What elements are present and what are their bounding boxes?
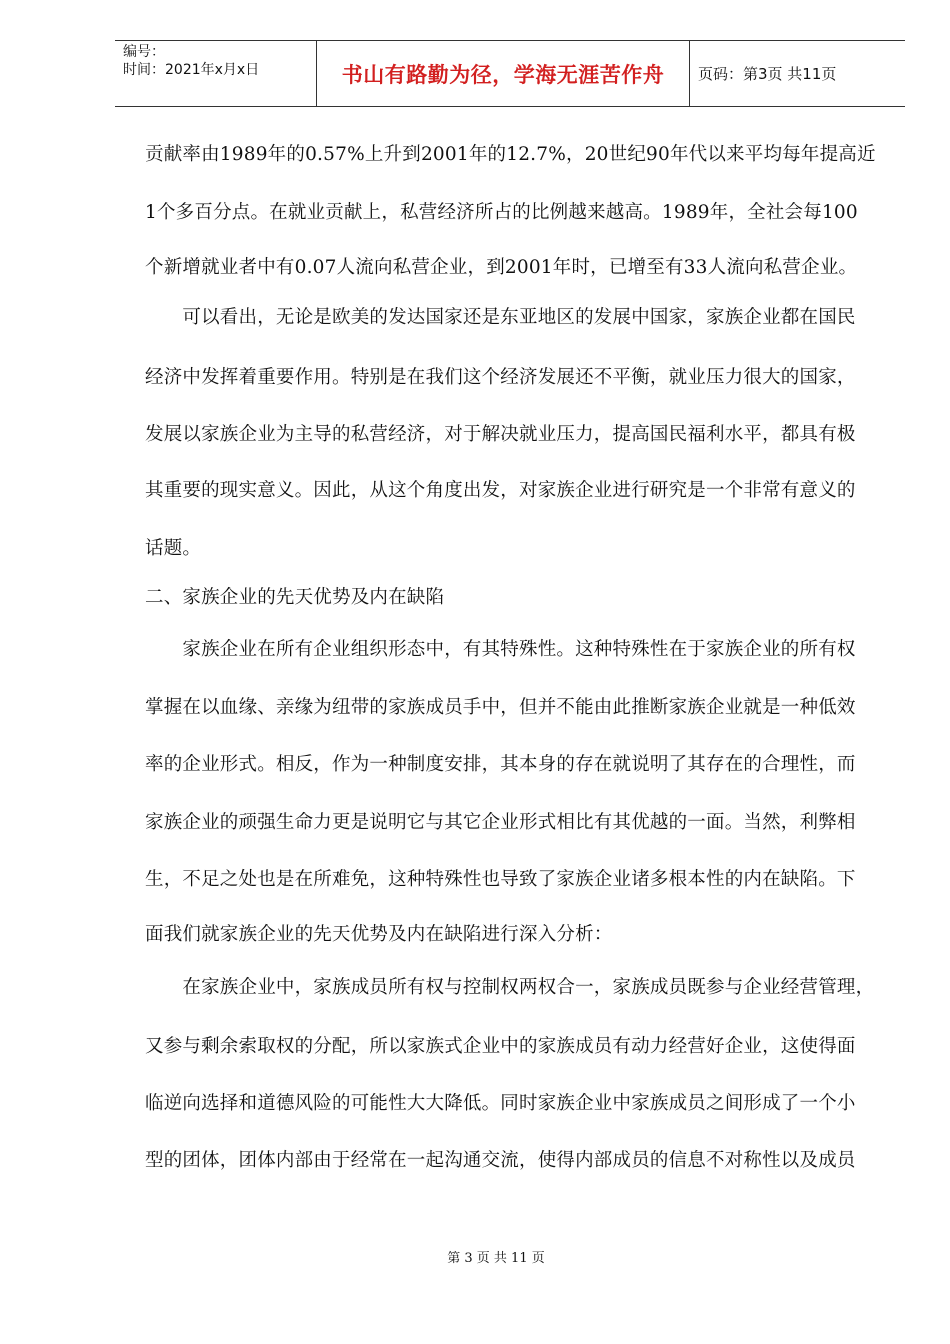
- text-line: 面我们就家族企业的先天优势及内在缺陷进行深入分析：: [145, 924, 613, 945]
- page-footer: 第 3 页 共 11 页: [447, 1251, 545, 1266]
- text-line: 家族企业在所有企业组织形态中，有其特殊性。这种特殊性在于家族企业的所有权: [145, 639, 856, 660]
- text-line: 1个多百分点。在就业贡献上，私营经济所占的比例越来越高。1989年，全社会每100: [145, 202, 858, 223]
- text-line: 家族企业的顽强生命力更是说明它与其它企业形式相比有其优越的一面。当然，利弊相: [145, 812, 856, 833]
- text-line: 其重要的现实意义。因此，从这个角度出发，对家族企业进行研究是一个非常有意义的: [145, 480, 856, 501]
- text-line: 型的团体，团体内部由于经常在一起沟通交流，使得内部成员的信息不对称性以及成员: [145, 1150, 856, 1171]
- header-time-label: 时间：2021年x月x日: [123, 62, 260, 78]
- section-heading: 二、家族企业的先天优势及内在缺陷: [145, 587, 445, 608]
- header-meta: [115, 41, 317, 106]
- text-line: 发展以家族企业为主导的私营经济，对于解决就业压力，提高国民福利水平，都具有极: [145, 424, 856, 445]
- text-line: 贡献率由1989年的0.57%上升到2001年的12.7%，20世纪90年代以来平均每年提高近: [145, 144, 876, 165]
- text-line: 可以看出，无论是欧美的发达国家还是东亚地区的发展中国家，家族企业都在国民: [145, 307, 856, 328]
- header-number-label: 编号：: [123, 44, 165, 60]
- text-line: 个新增就业者中有0.07人流向私营企业，到2001年时，已增至有33人流向私营企业。: [145, 257, 858, 278]
- header-page-info: 页码：第3页 共11页: [698, 65, 837, 83]
- text-line: 生，不足之处也是在所难免，这种特殊性也导致了家族企业诸多根本性的内在缺陷。下: [145, 869, 856, 890]
- text-line: 经济中发挥着重要作用。特别是在我们这个经济发展还不平衡，就业压力很大的国家，: [145, 367, 856, 388]
- header-motto: 书山有路勤为径，学海无涯苦作舟: [317, 41, 690, 106]
- text-line: 率的企业形式。相反，作为一种制度安排，其本身的存在就说明了其存在的合理性，而: [145, 754, 856, 775]
- document-header: [115, 40, 905, 107]
- text-line: 话题。: [145, 538, 202, 559]
- text-line: 在家族企业中，家族成员所有权与控制权两权合一，家族成员既参与企业经营管理，: [145, 977, 875, 998]
- text-line: 临逆向选择和道德风险的可能性大大降低。同时家族企业中家族成员之间形成了一个小: [145, 1093, 856, 1114]
- text-line: 又参与剩余索取权的分配，所以家族式企业中的家族成员有动力经营好企业，这使得面: [145, 1036, 856, 1057]
- text-line: 掌握在以血缘、亲缘为纽带的家族成员手中，但并不能由此推断家族企业就是一种低效: [145, 697, 856, 718]
